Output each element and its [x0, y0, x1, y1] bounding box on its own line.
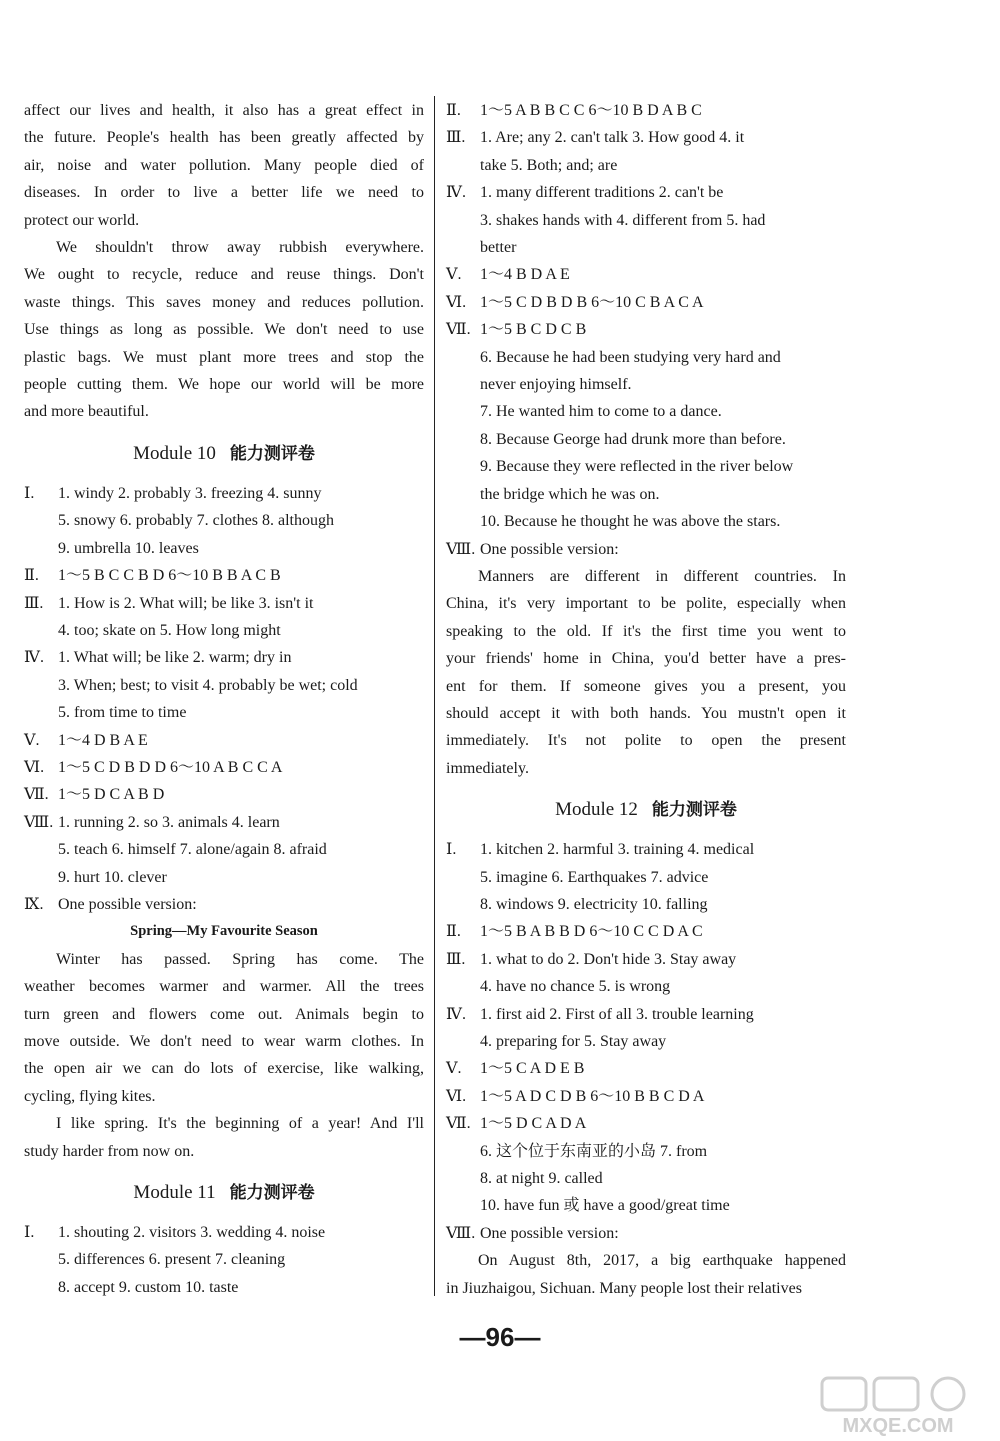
essay-paragraph-line: On August 8th, 2017, a big earthquake happened [478, 1252, 846, 1270]
answer-section [446, 1110, 846, 1137]
essay-paragraph-line: plastic bags. We must plant more trees and stop the [24, 348, 424, 366]
answer-line: 10. Because he thought he was above the stars. [480, 513, 781, 531]
answer-line: 9. Because they were reflected in the river below [480, 458, 794, 476]
essay-paragraph-line: diseases. In order to live a better life we need to [24, 184, 424, 202]
answer-line: 1. running 2. so 3. animals 4. learn [58, 813, 280, 831]
page-number: —96— [459, 1322, 541, 1352]
essay-paragraph-line: the future. People's health has been greatly affected by [24, 129, 424, 147]
answer-section [446, 1220, 846, 1247]
answer-section [446, 261, 846, 288]
essay-paragraph-line: turn green and flowers come out. Animals begin to [24, 1005, 424, 1023]
answer-section [24, 754, 424, 781]
right-column [446, 97, 846, 1302]
essay-title: Spring—My Favourite Season [130, 923, 318, 940]
section-numeral: Ⅱ. [446, 102, 461, 119]
answer-line: 5. differences 6. present 7. cleaning [58, 1251, 286, 1269]
answer-line: 1. first aid 2. First of all 3. trouble learning [480, 1005, 754, 1023]
answer-section [24, 590, 424, 617]
essay-paragraph-line: immediately. It's not polite to open the present [446, 732, 846, 750]
section-numeral: Ⅷ. [446, 540, 476, 558]
answer-line: 1～5 D C A D A [480, 1115, 587, 1133]
section-numeral: Ⅶ. [446, 1115, 471, 1133]
answer-line: 3. shakes hands with 4. different from 5. had [480, 211, 766, 229]
answer-section [446, 289, 846, 316]
essay-paragraph-line: waste things. This saves money and reduces pollution. [24, 293, 424, 311]
section-numeral: Ⅲ. [446, 129, 466, 147]
answer-section [446, 1083, 846, 1110]
answer-line: One possible version: [480, 1224, 619, 1242]
answer-line: 9. umbrella 10. leaves [58, 539, 199, 557]
module-11-title-cn: 能力测评卷 [229, 1183, 315, 1204]
answer-line: 1～5 B A B B D 6～10 C C D A C [480, 923, 703, 941]
answer-section [24, 644, 424, 671]
answer-line: 9. hurt 10. clever [58, 868, 167, 886]
answer-section [446, 836, 846, 863]
answer-line: 8. accept 9. custom 10. taste [58, 1278, 239, 1296]
section-numeral: Ⅰ. [24, 1224, 35, 1242]
answer-section [24, 1219, 424, 1246]
section-numeral: Ⅴ. [446, 266, 462, 284]
module-11-title-en: Module 11 [133, 1182, 216, 1204]
answer-line: 8. at night 9. called [480, 1170, 603, 1188]
answer-line: 1. How is 2. What will; be like 3. isn't it [58, 594, 314, 612]
answer-line: 7. He wanted him to come to a dance. [480, 403, 722, 421]
essay-paragraph-line: the open air we can do lots of exercise, like walking, [24, 1060, 424, 1078]
essay-paragraph-line: ent for them. If someone gives you a present, you [446, 677, 846, 695]
answer-line: 4. have no chance 5. is wrong [480, 978, 671, 996]
answer-section [446, 124, 846, 151]
module-10-title-cn: 能力测评卷 [229, 443, 315, 464]
essay-paragraph-line: Use things as long as possible. We don't need to use [24, 321, 424, 339]
answer-line: 6. Because he had been studying very hard and [480, 348, 781, 366]
answer-line: 5. teach 6. himself 7. alone/again 8. afraid [58, 841, 327, 859]
answer-line: 8. windows 9. electricity 10. falling [480, 895, 708, 913]
answer-section [24, 562, 424, 589]
answer-section [24, 781, 424, 808]
module-12-title-en: Module 12 [555, 799, 638, 821]
essay-paragraph-line: move outside. We don't need to wear warm clothes. In [24, 1033, 424, 1050]
answer-line: 1～5 A B B C C 6～10 B D A B C [480, 102, 702, 119]
answer-line: 1～5 C A D E B [480, 1060, 585, 1078]
column-divider [434, 96, 435, 1296]
answer-line: 6. 这个位于东南亚的小岛 7. from [480, 1142, 708, 1160]
answer-line: 1. what to do 2. Don't hide 3. Stay away [480, 950, 737, 968]
answer-line: 5. from time to time [58, 704, 187, 722]
section-numeral: Ⅰ. [24, 484, 35, 502]
section-numeral: Ⅰ. [446, 841, 457, 859]
answer-line: 1. What will; be like 2. warm; dry in [58, 649, 292, 667]
answer-line: 4. preparing for 5. Stay away [480, 1033, 667, 1050]
section-numeral: Ⅳ. [446, 1005, 466, 1023]
answer-section [446, 1055, 846, 1082]
section-numeral: Ⅵ. [446, 1087, 467, 1105]
essay-paragraph-line: study harder from now on. [24, 1142, 195, 1160]
answer-section [446, 97, 846, 124]
answer-line: 1～5 C D B D D 6～10 A B C C A [58, 758, 283, 776]
essay-paragraph-line: air, noise and water pollution. Many people died of [24, 156, 424, 174]
essay-paragraph-line: people cutting them. We hope our world will be more [24, 376, 424, 394]
answer-line: 8. Because George had drunk more than before. [480, 430, 786, 448]
module-12-title-cn: 能力测评卷 [651, 800, 737, 821]
essay-paragraph-line: should accept it with both hands. You mustn't open it [446, 704, 846, 722]
answer-line: 1～5 B C D C B [480, 321, 587, 339]
section-numeral: Ⅲ. [24, 594, 44, 612]
essay-paragraph-line: We ought to recycle, reduce and reuse things. Don't [24, 266, 424, 284]
answer-section [446, 179, 846, 206]
section-numeral: Ⅲ. [446, 950, 466, 968]
answer-line: 1～5 C D B D B 6～10 C B A C A [480, 293, 704, 311]
answer-section [24, 480, 424, 507]
essay-paragraph-line: immediately. [446, 759, 529, 777]
essay-paragraph-line: and more beautiful. [24, 403, 149, 421]
answer-line: 1. many different traditions 2. can't be [480, 184, 724, 202]
section-numeral: Ⅴ. [24, 731, 40, 749]
answer-line: One possible version: [480, 540, 619, 558]
answer-line: 1. kitchen 2. harmful 3. training 4. medical [480, 841, 755, 859]
section-numeral: Ⅳ. [446, 184, 466, 202]
answer-section [446, 536, 846, 563]
module-10-title-en: Module 10 [133, 442, 216, 464]
answer-line: 1～5 B C C B D 6～10 B B A C B [58, 567, 281, 585]
answer-line: 3. When; best; to visit 4. probably be wet; cold [58, 676, 358, 694]
essay-paragraph-line: protect our world. [24, 211, 140, 229]
module-11-title [24, 1179, 424, 1207]
essay-paragraph-line: I like spring. It's the beginning of a year! And I'll [56, 1115, 424, 1133]
essay-paragraph-line: cycling, flying kites. [24, 1087, 156, 1105]
section-numeral: Ⅳ. [24, 649, 44, 667]
answer-line: 1. Are; any 2. can't talk 3. How good 4. it [480, 129, 745, 147]
essay-paragraph-line: your friends' home in China, you'd better have a pres- [446, 650, 846, 668]
answer-line: the bridge which he was on. [480, 485, 660, 503]
watermark-logo [818, 1376, 978, 1436]
section-numeral: Ⅶ. [446, 321, 471, 339]
essay-paragraph-line: China, it's very important to be polite, especially when [446, 595, 846, 613]
answer-line: 1～4 D B A E [58, 731, 148, 749]
answer-section [446, 946, 846, 973]
section-numeral: Ⅷ. [446, 1224, 476, 1242]
answer-section [24, 727, 424, 754]
essay-paragraph-line: in Jiuzhaigou, Sichuan. Many people lost their relatives [446, 1279, 802, 1297]
answer-line: 1. windy 2. probably 3. freezing 4. sunny [58, 484, 322, 502]
answer-line: 10. have fun 或 have a good/great time [480, 1197, 730, 1215]
section-numeral: Ⅴ. [446, 1060, 462, 1078]
answer-line: One possible version: [58, 895, 197, 913]
essay-paragraph-line: We shouldn't throw away rubbish everywhere. [56, 239, 424, 257]
essay-paragraph-line: weather becomes warmer and warmer. All the trees [24, 978, 424, 996]
section-numeral: Ⅷ. [24, 813, 54, 831]
answer-line: better [480, 239, 517, 257]
answer-line: 1～4 B D A E [480, 266, 570, 284]
answer-line: 1～5 A D C D B 6～10 B B C D A [480, 1087, 705, 1105]
section-numeral: Ⅵ. [446, 293, 467, 311]
section-numeral: Ⅱ. [446, 923, 461, 941]
left-column [24, 97, 424, 1301]
answer-line: 1. shouting 2. visitors 3. wedding 4. noise [58, 1224, 326, 1242]
answer-section [24, 809, 424, 836]
answer-section [446, 316, 846, 343]
section-numeral: Ⅶ. [24, 786, 49, 804]
section-numeral: Ⅸ. [24, 895, 44, 913]
section-numeral: Ⅵ. [24, 758, 45, 776]
section-numeral: Ⅱ. [24, 567, 39, 585]
answer-line: 5. snowy 6. probably 7. clothes 8. although [58, 512, 334, 530]
answer-section [446, 918, 846, 945]
essay-paragraph-line: Manners are different in different countries. In [478, 567, 846, 585]
answer-line: take 5. Both; and; are [480, 156, 618, 174]
answer-line: never enjoying himself. [480, 376, 632, 394]
essay-paragraph-line: speaking to the old. If it's the first time you went to [446, 622, 846, 640]
module-10-title [24, 440, 424, 468]
module-12-title [446, 796, 846, 824]
essay-paragraph-line: affect our lives and health, it also has a great effect in [24, 102, 424, 119]
answer-line: 1～5 D C A B D [58, 786, 165, 804]
answer-line: 4. too; skate on 5. How long might [58, 621, 281, 639]
svg-text:MXQE.COM: MXQE.COM [842, 1415, 954, 1436]
answer-line: 5. imagine 6. Earthquakes 7. advice [480, 868, 709, 886]
answer-section [446, 1001, 846, 1028]
answer-section [24, 891, 424, 918]
essay-paragraph-line: Winter has passed. Spring has come. The [56, 950, 424, 968]
